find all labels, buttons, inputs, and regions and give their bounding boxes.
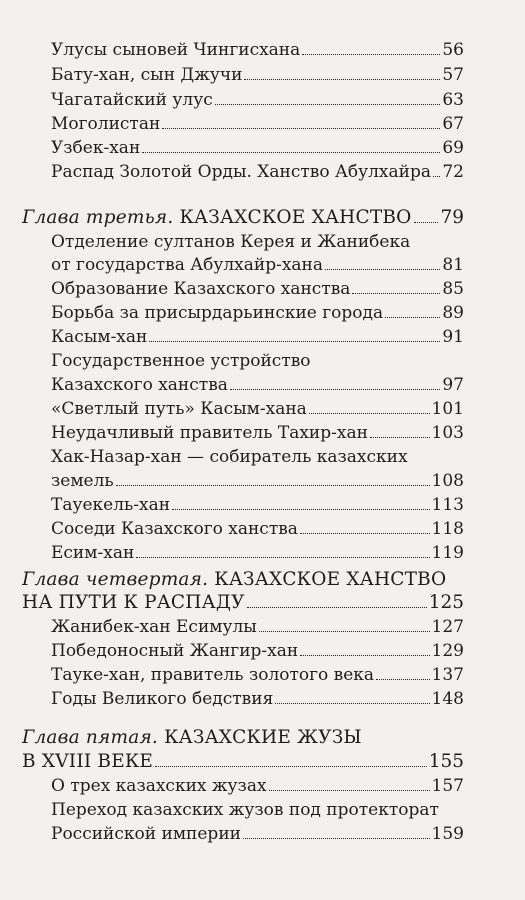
toc-page-number: 113 (431, 495, 464, 515)
dot-leader (172, 509, 429, 510)
dot-leader (142, 152, 440, 153)
toc-entry[interactable] (51, 419, 464, 443)
toc-page-number: 119 (431, 543, 464, 563)
toc-entry[interactable] (51, 772, 464, 796)
dot-leader (385, 317, 440, 318)
toc-entry-title: земель (51, 471, 114, 491)
chapter-title: НА ПУТИ К РАСПАДУ (22, 592, 245, 613)
toc-entry[interactable] (51, 275, 464, 299)
toc-entry[interactable] (51, 134, 464, 158)
toc-page-number: 56 (442, 40, 464, 60)
toc-page-number: 157 (431, 776, 464, 796)
toc-entry[interactable] (51, 685, 464, 709)
toc-entry-title: Жанибек-хан Есимулы (51, 617, 257, 637)
toc-entry-title: Российской империи (51, 824, 241, 844)
toc-entry[interactable] (51, 110, 464, 134)
chapter-prefix: Глава третья. (22, 207, 174, 228)
toc-entry-title: Хак-Назар-хан — собиратель казахских (51, 447, 408, 467)
toc-entry[interactable] (51, 820, 464, 844)
chapter-prefix: Глава четвертая. (22, 569, 209, 590)
toc-entry[interactable] (51, 661, 464, 685)
toc-page-number: 118 (431, 519, 464, 539)
toc-entry-title: от государства Абулхайр-хана (51, 255, 324, 275)
dot-leader (149, 341, 440, 342)
toc-entry[interactable] (51, 395, 464, 419)
chapter-heading-first-line[interactable] (22, 566, 464, 590)
toc-page-number: 63 (442, 90, 464, 110)
toc-page-number: 101 (431, 399, 464, 419)
chapter-heading[interactable] (22, 589, 464, 613)
toc-page-number: 91 (442, 327, 464, 347)
dot-leader (352, 293, 440, 294)
toc-entry[interactable] (51, 61, 464, 85)
toc-entry[interactable] (51, 86, 464, 110)
dot-leader (244, 79, 440, 80)
dot-leader (309, 413, 430, 414)
dot-leader (376, 679, 429, 680)
toc-page-number: 148 (431, 689, 464, 709)
dot-leader (136, 557, 429, 558)
dot-leader (116, 485, 430, 486)
toc-entry-title: Отделение султанов Керея и Жанибека (51, 232, 411, 252)
toc-entry[interactable] (51, 467, 464, 491)
toc-entry-title: Узбек-хан (51, 138, 141, 158)
toc-entry[interactable] (51, 251, 464, 275)
chapter-title: В XVIII ВЕКЕ (22, 751, 154, 772)
dot-leader (414, 222, 439, 223)
toc-page-number: 69 (442, 138, 464, 158)
toc-entry-title: Тауекель-хан (51, 495, 171, 515)
toc-entry[interactable] (51, 539, 464, 563)
toc-entry-title: Распад Золотой Орды. Ханство Абулхайра (51, 162, 431, 182)
toc-entry-title: Образование Казахского ханства (51, 279, 351, 299)
toc-page-number: 85 (442, 279, 464, 299)
toc-entry-title: Переход казахских жузов под протекторат (51, 800, 439, 820)
toc-entry-title: Бату-хан, сын Джучи (51, 65, 243, 85)
chapter-title: КАЗАХСКОЕ ХАНСТВО (214, 569, 447, 590)
dot-leader (243, 838, 430, 839)
toc-page-number: 67 (442, 114, 464, 134)
toc-entry[interactable] (51, 491, 464, 515)
dot-leader (162, 128, 440, 129)
chapter-prefix: Глава пятая. (22, 727, 159, 748)
toc-page-number: 129 (431, 641, 464, 661)
toc-page-number: 155 (428, 751, 464, 772)
toc-entry-title: Соседи Казахского ханства (51, 519, 298, 539)
dot-leader (300, 533, 430, 534)
toc-entry-title: Есим-хан (51, 543, 135, 563)
toc-entry[interactable] (51, 613, 464, 637)
toc-page-number: 103 (431, 423, 464, 443)
toc-page-number: 108 (431, 471, 464, 491)
toc-entry[interactable] (51, 371, 464, 395)
toc-entry-first-line (51, 228, 464, 252)
toc-entry-title: Моголистан (51, 114, 161, 134)
toc-entry-title: Казахского ханства (51, 375, 228, 395)
dot-leader (433, 176, 440, 177)
toc-entry-title: Улусы сыновей Чингисхана (51, 40, 301, 60)
toc-page-number: 97 (442, 375, 464, 395)
toc-entry[interactable] (51, 36, 464, 60)
toc-page-number: 79 (440, 207, 464, 228)
toc-page-number: 127 (431, 617, 464, 637)
toc-entry[interactable] (51, 323, 464, 347)
toc-entry-first-line (51, 443, 464, 467)
chapter-heading[interactable] (22, 748, 464, 772)
chapter-heading[interactable] (22, 204, 464, 228)
dot-leader (269, 790, 430, 791)
toc-page-number: 81 (442, 255, 464, 275)
chapter-title: КАЗАХСКИЕ ЖУЗЫ (164, 727, 362, 748)
chapter-title: КАЗАХСКОЕ ХАНСТВО (179, 207, 412, 228)
toc-entry-title: Тауке-хан, правитель золотого века (51, 665, 375, 685)
toc-page-number: 72 (442, 162, 464, 182)
dot-leader (230, 389, 440, 390)
dot-leader (247, 607, 427, 608)
dot-leader (275, 703, 429, 704)
toc-entry-first-line (51, 347, 464, 371)
toc-entry-title: Государственное устройство (51, 351, 311, 371)
toc-entry[interactable] (51, 515, 464, 539)
dot-leader (259, 631, 430, 632)
chapter-heading-first-line[interactable] (22, 724, 464, 748)
toc-page-number: 159 (431, 824, 464, 844)
dot-leader (370, 437, 430, 438)
toc-entry[interactable] (51, 637, 464, 661)
toc-entry-title: Победоносный Жангир-хан (51, 641, 299, 661)
toc-entry-title: Чагатайский улус (51, 90, 213, 110)
toc-page-number: 89 (442, 303, 464, 323)
toc-entry-first-line (51, 796, 464, 820)
toc-entry-title: «Светлый путь» Касым-хана (51, 399, 307, 419)
toc-entry-title: Неудачливый правитель Тахир-хан (51, 423, 368, 443)
toc-entry-title: О трех казахских жузах (51, 776, 267, 796)
toc-page-number: 125 (428, 592, 464, 613)
toc-entry-title: Годы Великого бедствия (51, 689, 274, 709)
dot-leader (215, 104, 441, 105)
dot-leader (325, 269, 440, 270)
toc-page-number: 57 (442, 65, 464, 85)
dot-leader (300, 655, 429, 656)
dot-leader (155, 766, 427, 767)
dot-leader (302, 54, 440, 55)
toc-entry-title: Касым-хан (51, 327, 148, 347)
toc-entry[interactable] (51, 158, 464, 182)
toc-entry-title: Борьба за присырдарьинские города (51, 303, 384, 323)
toc-entry[interactable] (51, 299, 464, 323)
toc-page-number: 137 (431, 665, 464, 685)
